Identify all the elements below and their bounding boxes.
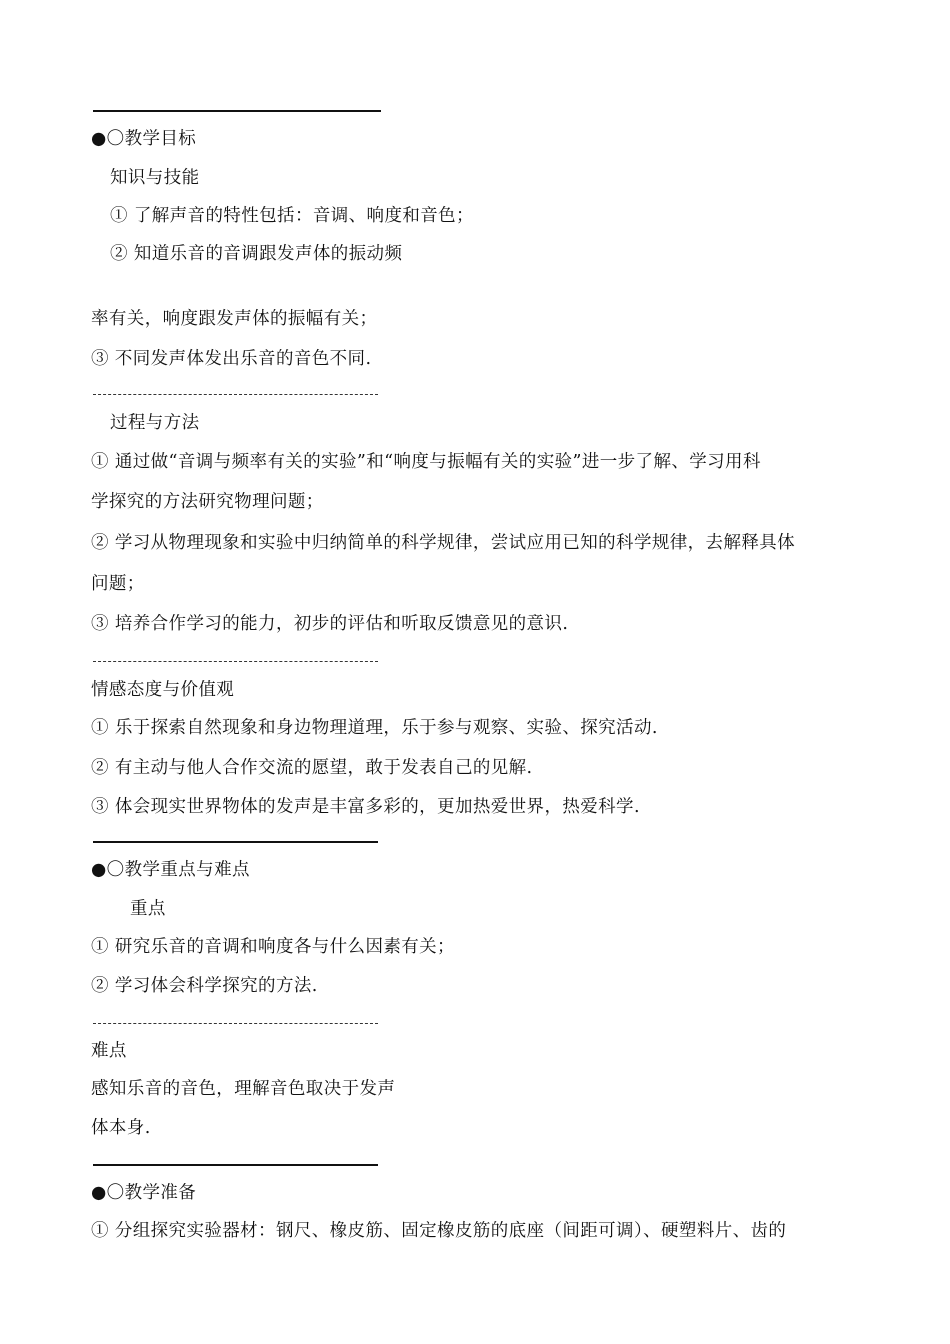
subheading-knowledge: 知识与技能 [110,168,200,188]
section-heading-prep: ●〇教学准备 [91,1183,197,1203]
list-item: ① 研究乐音的音调和响度各与什么因素有关； [91,937,455,957]
list-item: ② 有主动与他人合作交流的愿望，敢于发表自己的见解. [91,758,533,778]
paragraph: 感知乐音的音色，理解音色取决于发声 [91,1079,396,1099]
list-item: ① 乐于探索自然现象和身边物理道理，乐于参与观察、实验、探究活动. [91,718,658,738]
paragraph-continuation: 体本身. [91,1118,151,1138]
subheading-difficulty: 难点 [91,1041,127,1061]
list-item-continuation: 率有关，响度跟发声体的振幅有关； [91,309,378,329]
list-item-continuation: 学探究的方法研究物理问题； [91,492,324,512]
list-item: ③ 不同发声体发出乐音的音色不同. [91,349,372,369]
section-heading-goals: ●〇教学目标 [91,129,197,149]
dashed-divider [93,394,378,395]
dashed-divider [93,661,378,662]
dashed-divider [93,1023,378,1024]
list-item: ② 学习从物理现象和实验中归纳简单的科学规律，尝试应用已知的科学规律，去解释具体 [91,533,796,553]
subheading-process: 过程与方法 [110,413,200,433]
subheading-key-points: 重点 [130,899,166,919]
list-item: ③ 培养合作学习的能力，初步的评估和听取反馈意见的意识. [91,614,569,634]
section-divider [93,110,381,112]
list-item: ① 分组探究实验器材：钢尺、橡皮筋、固定橡皮筋的底座（间距可调）、硬塑料片、齿的 [91,1221,787,1241]
list-item: ① 了解声音的特性包括：音调、响度和音色； [110,206,474,226]
list-item: ③ 体会现实世界物体的发声是丰富多彩的，更加热爱世界，热爱科学. [91,797,640,817]
section-divider [93,841,378,843]
list-item-continuation: 问题； [91,574,145,594]
section-divider [93,1164,378,1166]
list-item: ① 通过做“音调与频率有关的实验”和“响度与振幅有关的实验”进一步了解、学习用科 [91,452,761,472]
section-heading-key: ●〇教学重点与难点 [91,860,250,880]
list-item: ② 知道乐音的音调跟发声体的振动频 [110,244,403,264]
subheading-emotion: 情感态度与价值观 [91,680,235,700]
list-item: ② 学习体会科学探究的方法. [91,976,318,996]
